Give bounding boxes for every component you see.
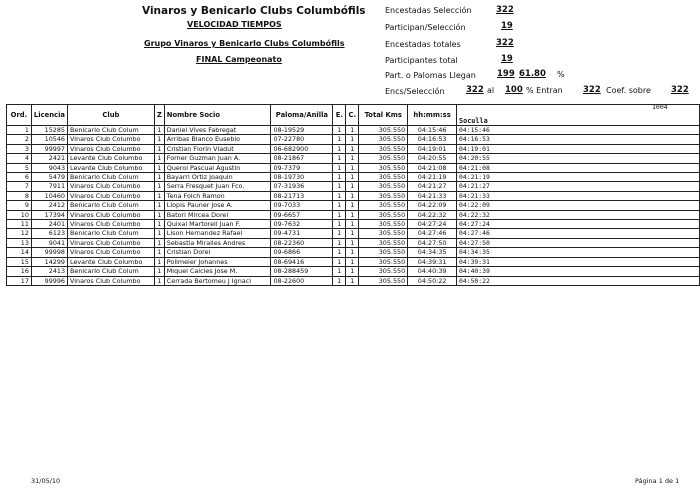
cell-e: 1 xyxy=(333,257,346,266)
cell-licencia: 14299 xyxy=(31,257,67,266)
cell-paloma-anilla: 09-7379 xyxy=(271,163,333,172)
cell-ord: 3 xyxy=(7,144,32,153)
percent-symbol: % xyxy=(557,70,565,79)
cell-hhmmss: 04:15:46 xyxy=(408,126,457,135)
cell-hhmmss: 04:22:09 xyxy=(408,201,457,210)
cell-licencia: 7911 xyxy=(31,182,67,191)
cell-total-kms: 305.550 xyxy=(359,154,408,163)
cell-paloma-anilla: 08-21867 xyxy=(271,154,333,163)
col-total-kms: Total Kms xyxy=(359,105,408,126)
cell-soculla: 04:22:32 xyxy=(457,210,700,219)
col-ord: Ord. xyxy=(7,105,32,126)
cell-c: 1 xyxy=(346,276,359,285)
cell-club: Vinaros Club Columbo xyxy=(68,210,155,219)
al-value: 100 xyxy=(505,85,523,95)
cell-total-kms: 305.550 xyxy=(359,201,408,210)
cell-total-kms: 305.550 xyxy=(359,210,408,219)
palomas-llegan-label: Part. o Palomas Llegan xyxy=(385,71,476,80)
encestadas-seleccion-label: Encestadas Selección xyxy=(385,6,472,15)
participan-seleccion-label: Participan/Selección xyxy=(385,23,466,32)
cell-c: 1 xyxy=(346,229,359,238)
cell-c: 1 xyxy=(346,135,359,144)
cell-club: Benicarlo Club Colum xyxy=(68,267,155,276)
encs-seleccion-label: Encs/Selección xyxy=(385,87,445,96)
cell-paloma-anilla: 08-21713 xyxy=(271,191,333,200)
table-row xyxy=(7,276,700,285)
cell-ord: 13 xyxy=(7,238,32,247)
cell-licencia: 15285 xyxy=(31,126,67,135)
table-row xyxy=(7,267,700,276)
cell-soculla: 04:16:53 xyxy=(457,135,700,144)
cell-paloma-anilla: 08-22360 xyxy=(271,238,333,247)
encestadas-totales-value: 322 xyxy=(496,38,514,48)
cell-zona: 1 xyxy=(154,173,164,182)
results-table xyxy=(6,104,700,286)
cell-paloma-anilla: 08-19730 xyxy=(271,173,333,182)
cell-licencia: 99997 xyxy=(31,144,67,153)
cell-total-kms: 305.550 xyxy=(359,229,408,238)
cell-nombre-socio: Llopis Pauner Jose A. xyxy=(164,201,271,210)
cell-total-kms: 305.550 xyxy=(359,173,408,182)
cell-club: Vinaros Club Columbo xyxy=(68,135,155,144)
cell-ord: 6 xyxy=(7,173,32,182)
table-row xyxy=(7,182,700,191)
cell-ord: 15 xyxy=(7,257,32,266)
table-row xyxy=(7,154,700,163)
participan-seleccion-value: 19 xyxy=(501,21,513,31)
cell-nombre-socio: Bayarri Ortiz Joaquin xyxy=(164,173,271,182)
footer-page: Página 1 de 1 xyxy=(635,477,680,485)
cell-ord: 2 xyxy=(7,135,32,144)
cell-zona: 1 xyxy=(154,257,164,266)
cell-licencia: 2401 xyxy=(31,220,67,229)
cell-paloma-anilla: 08-69416 xyxy=(271,257,333,266)
table-row xyxy=(7,248,700,257)
cell-licencia: 9041 xyxy=(31,238,67,247)
col-paloma-anilla: Paloma/Anilla xyxy=(271,105,333,126)
cell-paloma-anilla: 09-7632 xyxy=(271,220,333,229)
cell-zona: 1 xyxy=(154,248,164,257)
cell-club: Levante Club Columbo xyxy=(68,154,155,163)
cell-soculla: 04:21:08 xyxy=(457,163,700,172)
cell-nombre-socio: Miquel Calcles Jose M. xyxy=(164,267,271,276)
cell-zona: 1 xyxy=(154,135,164,144)
cell-hhmmss: 04:50:22 xyxy=(408,276,457,285)
cell-club: Vinaros Club Columbo xyxy=(68,182,155,191)
cell-ord: 5 xyxy=(7,163,32,172)
cell-soculla: 04:20:55 xyxy=(457,154,700,163)
table-row xyxy=(7,144,700,153)
cell-zona: 1 xyxy=(154,182,164,191)
table-row xyxy=(7,126,700,135)
cell-soculla: 04:27:50 xyxy=(457,238,700,247)
table-row xyxy=(7,163,700,172)
cell-ord: 14 xyxy=(7,248,32,257)
cell-ord: 17 xyxy=(7,276,32,285)
cell-hhmmss: 04:21:33 xyxy=(408,191,457,200)
soculla-top-value: 1004 xyxy=(652,103,668,111)
cell-ord: 7 xyxy=(7,182,32,191)
cell-c: 1 xyxy=(346,182,359,191)
cell-c: 1 xyxy=(346,126,359,135)
cell-e: 1 xyxy=(333,248,346,257)
footer-date: 31/05/10 xyxy=(31,477,61,485)
cell-total-kms: 305.550 xyxy=(359,257,408,266)
cell-zona: 1 xyxy=(154,267,164,276)
cell-licencia: 2413 xyxy=(31,267,67,276)
cell-soculla: 04:21:33 xyxy=(457,191,700,200)
cell-nombre-socio: Pollmeier Johannes xyxy=(164,257,271,266)
cell-e: 1 xyxy=(333,229,346,238)
cell-c: 1 xyxy=(346,267,359,276)
cell-e: 1 xyxy=(333,220,346,229)
table-row xyxy=(7,238,700,247)
cell-hhmmss: 04:16:53 xyxy=(408,135,457,144)
col-nombre-socio: Nombre Socio xyxy=(164,105,271,126)
cell-total-kms: 305.550 xyxy=(359,267,408,276)
cell-club: Vinaros Club Columbo xyxy=(68,144,155,153)
cell-licencia: 17394 xyxy=(31,210,67,219)
table-row xyxy=(7,220,700,229)
cell-total-kms: 305.550 xyxy=(359,220,408,229)
cell-paloma-anilla: 08-22600 xyxy=(271,276,333,285)
cell-zona: 1 xyxy=(154,126,164,135)
participantes-total-value: 19 xyxy=(501,54,513,64)
cell-club: Vinaros Club Columbo xyxy=(68,191,155,200)
cell-club: Vinaros Club Columbo xyxy=(68,220,155,229)
cell-total-kms: 305.550 xyxy=(359,191,408,200)
cell-ord: 1 xyxy=(7,126,32,135)
cell-total-kms: 305.550 xyxy=(359,238,408,247)
table-row xyxy=(7,173,700,182)
cell-c: 1 xyxy=(346,163,359,172)
cell-licencia: 5479 xyxy=(31,173,67,182)
cell-zona: 1 xyxy=(154,201,164,210)
cell-ord: 4 xyxy=(7,154,32,163)
cell-nombre-socio: Sebastia Miralles Andres xyxy=(164,238,271,247)
cell-zona: 1 xyxy=(154,154,164,163)
cell-nombre-socio: Cerrada Bertomeu J Ignaci xyxy=(164,276,271,285)
cell-zona: 1 xyxy=(154,276,164,285)
table-row xyxy=(7,191,700,200)
cell-licencia: 2421 xyxy=(31,154,67,163)
cell-c: 1 xyxy=(346,248,359,257)
cell-nombre-socio: Batori Mircea Dorel xyxy=(164,210,271,219)
cell-nombre-socio: Quixal Martorell Juan F. xyxy=(164,220,271,229)
cell-ord: 10 xyxy=(7,210,32,219)
cell-soculla: 04:40:39 xyxy=(457,267,700,276)
cell-e: 1 xyxy=(333,154,346,163)
cell-soculla: 04:27:24 xyxy=(457,220,700,229)
cell-hhmmss: 04:21:27 xyxy=(408,182,457,191)
cell-hhmmss: 04:34:35 xyxy=(408,248,457,257)
cell-hhmmss: 04:21:08 xyxy=(408,163,457,172)
participantes-total-label: Participantes total xyxy=(385,56,458,65)
cell-total-kms: 305.550 xyxy=(359,248,408,257)
cell-nombre-socio: Daniel Vives Fabregat xyxy=(164,126,271,135)
encestadas-totales-label: Encestadas totales xyxy=(385,40,461,49)
cell-c: 1 xyxy=(346,173,359,182)
group-name: Grupo Vinaros y Benicarlo Clubs Columbófils xyxy=(144,39,345,48)
cell-paloma-anilla: 08-288459 xyxy=(271,267,333,276)
col-club: Club xyxy=(68,105,155,126)
cell-e: 1 xyxy=(333,135,346,144)
cell-nombre-socio: Querol Pascual Agustin xyxy=(164,163,271,172)
cell-club: Benicarlo Club Colum xyxy=(68,201,155,210)
encestadas-seleccion-value: 322 xyxy=(496,5,514,15)
entran-value: 322 xyxy=(583,85,601,95)
cell-club: Vinaros Club Columbo xyxy=(68,276,155,285)
cell-soculla: 04:15:46 xyxy=(457,126,700,135)
cell-nombre-socio: Lison Hernandez Rafael xyxy=(164,229,271,238)
report-title: Vinaros y Benicarlo Clubs Columbófils xyxy=(142,5,366,17)
cell-licencia: 99996 xyxy=(31,276,67,285)
cell-soculla: 04:34:35 xyxy=(457,248,700,257)
cell-zona: 1 xyxy=(154,229,164,238)
cell-zona: 1 xyxy=(154,144,164,153)
cell-soculla: 04:39:31 xyxy=(457,257,700,266)
coef-label: Coef. sobre xyxy=(606,86,651,95)
cell-soculla: 04:21:27 xyxy=(457,182,700,191)
cell-e: 1 xyxy=(333,182,346,191)
table-row xyxy=(7,135,700,144)
col-licencia: Licencia xyxy=(31,105,67,126)
cell-hhmmss: 04:22:32 xyxy=(408,210,457,219)
table-row xyxy=(7,201,700,210)
cell-ord: 9 xyxy=(7,201,32,210)
entran-label: % Entran xyxy=(526,86,563,95)
col-zona: Z xyxy=(154,105,164,126)
cell-e: 1 xyxy=(333,173,346,182)
table-row xyxy=(7,210,700,219)
cell-paloma-anilla: 07-22780 xyxy=(271,135,333,144)
cell-ord: 11 xyxy=(7,220,32,229)
cell-paloma-anilla: 08-19529 xyxy=(271,126,333,135)
cell-e: 1 xyxy=(333,201,346,210)
cell-paloma-anilla: 06-682900 xyxy=(271,144,333,153)
cell-total-kms: 305.550 xyxy=(359,135,408,144)
cell-ord: 16 xyxy=(7,267,32,276)
cell-licencia: 10460 xyxy=(31,191,67,200)
cell-club: Levante Club Columbo xyxy=(68,257,155,266)
cell-licencia: 99998 xyxy=(31,248,67,257)
al-label: al xyxy=(487,86,495,95)
cell-c: 1 xyxy=(346,201,359,210)
cell-c: 1 xyxy=(346,238,359,247)
cell-hhmmss: 04:21:19 xyxy=(408,173,457,182)
palomas-llegan-value: 199 xyxy=(497,69,515,79)
cell-club: Levante Club Columbo xyxy=(68,163,155,172)
cell-soculla: 04:50:22 xyxy=(457,276,700,285)
cell-nombre-socio: Cristian Florin Vladut xyxy=(164,144,271,153)
cell-soculla: 04:21:19 xyxy=(457,173,700,182)
cell-e: 1 xyxy=(333,191,346,200)
event-name: FINAL Campeonato xyxy=(196,55,282,64)
cell-zona: 1 xyxy=(154,210,164,219)
cell-c: 1 xyxy=(346,220,359,229)
table-header-row xyxy=(7,105,700,126)
cell-paloma-anilla: 07-31936 xyxy=(271,182,333,191)
cell-total-kms: 305.550 xyxy=(359,276,408,285)
cell-licencia: 9043 xyxy=(31,163,67,172)
cell-c: 1 xyxy=(346,210,359,219)
cell-hhmmss: 04:19:01 xyxy=(408,144,457,153)
cell-club: Benicarlo Club Colum xyxy=(68,126,155,135)
cell-licencia: 6123 xyxy=(31,229,67,238)
cell-soculla: 04:22:09 xyxy=(457,201,700,210)
cell-zona: 1 xyxy=(154,220,164,229)
cell-licencia: 2412 xyxy=(31,201,67,210)
cell-c: 1 xyxy=(346,144,359,153)
cell-e: 1 xyxy=(333,144,346,153)
cell-e: 1 xyxy=(333,238,346,247)
cell-hhmmss: 04:27:50 xyxy=(408,238,457,247)
cell-c: 1 xyxy=(346,154,359,163)
col-e: E. xyxy=(333,105,346,126)
cell-total-kms: 305.550 xyxy=(359,126,408,135)
col-hhmmss: hh:mm:ss xyxy=(408,105,457,126)
table-row xyxy=(7,229,700,238)
cell-e: 1 xyxy=(333,126,346,135)
cell-club: Vinaros Club Columbo xyxy=(68,238,155,247)
cell-nombre-socio: Forner Guzman Juan A. xyxy=(164,154,271,163)
report-subtitle: VELOCIDAD TIEMPOS xyxy=(187,20,282,29)
cell-paloma-anilla: 09-6657 xyxy=(271,210,333,219)
cell-paloma-anilla: 09-7033 xyxy=(271,201,333,210)
cell-e: 1 xyxy=(333,267,346,276)
cell-paloma-anilla: 09-4731 xyxy=(271,229,333,238)
cell-total-kms: 305.550 xyxy=(359,182,408,191)
col-c: C. xyxy=(346,105,359,126)
cell-total-kms: 305.550 xyxy=(359,144,408,153)
coef-value: 322 xyxy=(671,85,689,95)
cell-club: Benicarlo Club Colum xyxy=(68,229,155,238)
cell-ord: 8 xyxy=(7,191,32,200)
palomas-llegan-percent: 61.80 xyxy=(519,69,546,79)
cell-nombre-socio: Cristian Dorel xyxy=(164,248,271,257)
cell-licencia: 10546 xyxy=(31,135,67,144)
cell-zona: 1 xyxy=(154,238,164,247)
cell-hhmmss: 04:39:31 xyxy=(408,257,457,266)
cell-club: Benicarlo Club Colum xyxy=(68,173,155,182)
cell-e: 1 xyxy=(333,163,346,172)
cell-paloma-anilla: 09-6866 xyxy=(271,248,333,257)
cell-total-kms: 305.550 xyxy=(359,163,408,172)
cell-hhmmss: 04:20:55 xyxy=(408,154,457,163)
cell-zona: 1 xyxy=(154,163,164,172)
cell-hhmmss: 04:27:46 xyxy=(408,229,457,238)
table-row xyxy=(7,257,700,266)
cell-nombre-socio: Tena Folch Ramon xyxy=(164,191,271,200)
cell-zona: 1 xyxy=(154,191,164,200)
cell-c: 1 xyxy=(346,191,359,200)
cell-hhmmss: 04:40:39 xyxy=(408,267,457,276)
cell-soculla: 04:19:01 xyxy=(457,144,700,153)
cell-hhmmss: 04:27:24 xyxy=(408,220,457,229)
cell-soculla: 04:27:46 xyxy=(457,229,700,238)
col-soculla: Soculla xyxy=(457,105,700,126)
cell-e: 1 xyxy=(333,210,346,219)
cell-nombre-socio: Serra Fresquet Juan Fco. xyxy=(164,182,271,191)
cell-e: 1 xyxy=(333,276,346,285)
cell-ord: 12 xyxy=(7,229,32,238)
cell-nombre-socio: Arribas Blanco Eusebio xyxy=(164,135,271,144)
cell-c: 1 xyxy=(346,257,359,266)
cell-club: Vinaros Club Columbo xyxy=(68,248,155,257)
encs-seleccion-value: 322 xyxy=(466,85,484,95)
